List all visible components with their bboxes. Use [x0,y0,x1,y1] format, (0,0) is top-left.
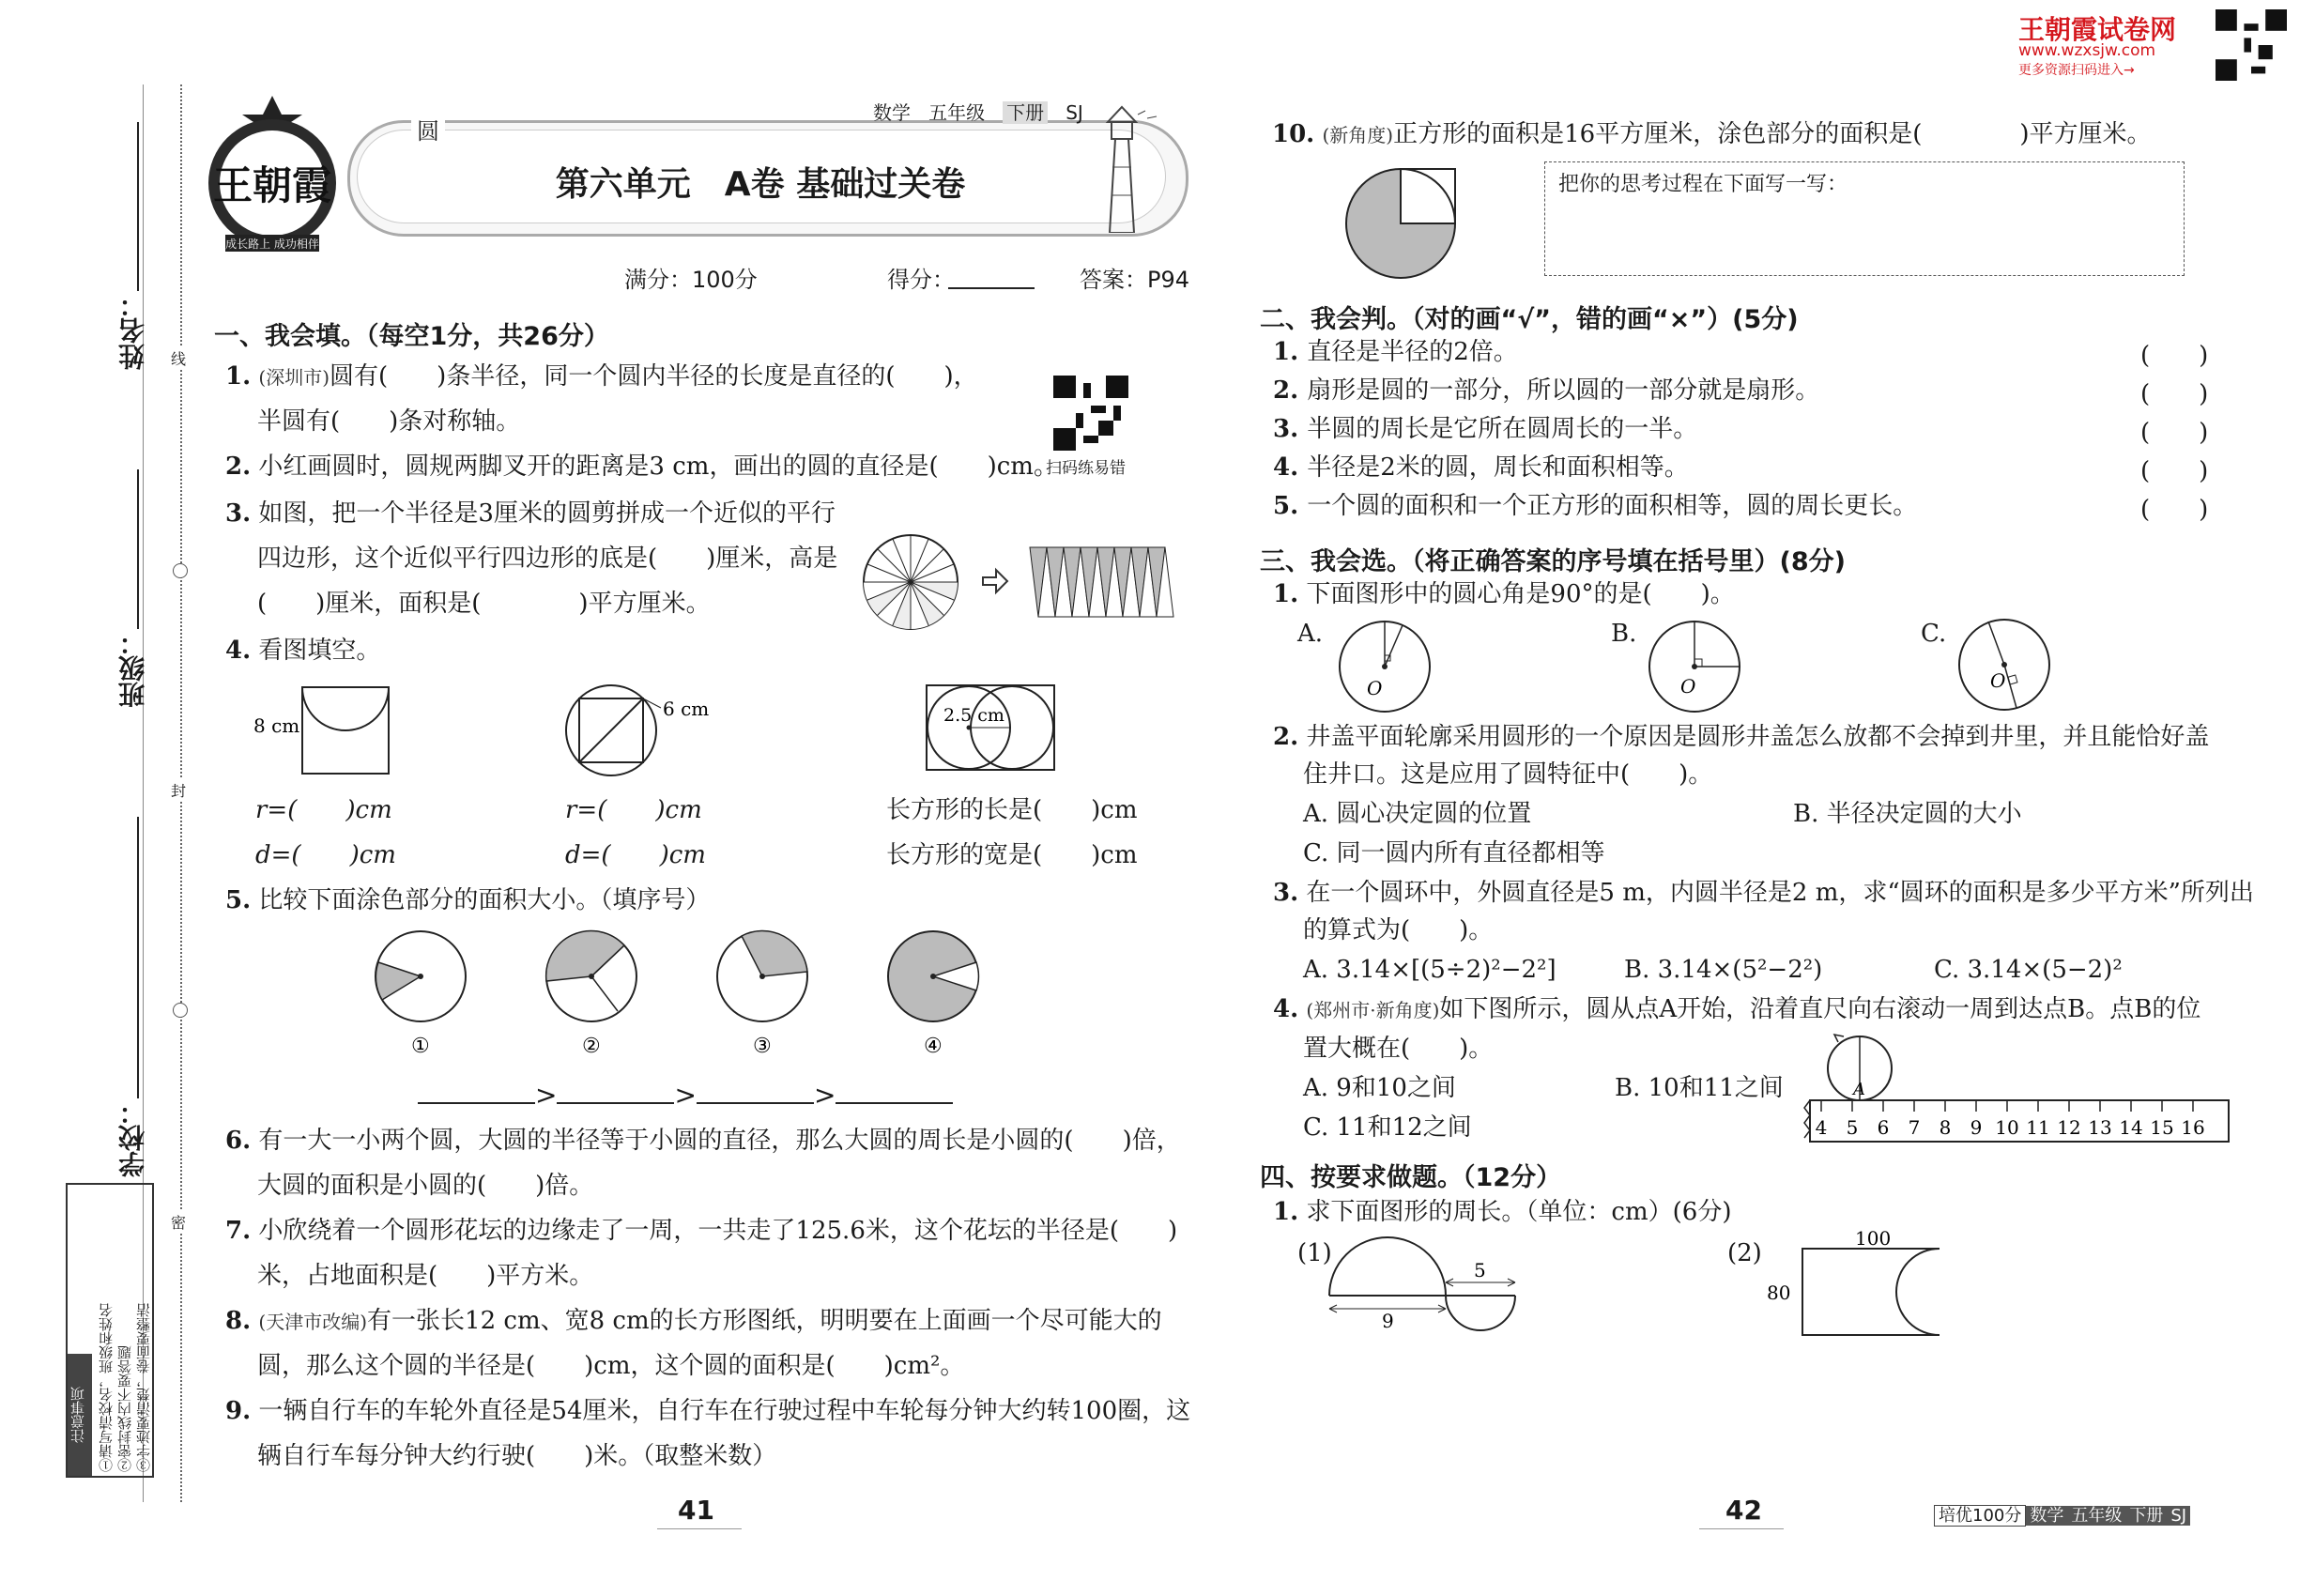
c1-line: 1. 下面图形中的圆心角是90°的是( )。 [1273,580,1735,608]
binding-strip [56,84,188,1512]
ruler-tick-label: 8 [1939,1116,1952,1139]
brand-logo [197,94,347,253]
q7-text-a: 小欣绕着一个圆形花坛的边缘走了一周，一共走了125.6米，这个花坛的半径是( ) [258,1217,1178,1245]
q4-r1: r=( )cm [255,796,392,824]
q4-figure-3 [915,676,1066,779]
q4-figure-2 [560,676,738,779]
notice-item-1: ①请写清校名，班级和姓名 [98,1303,115,1472]
judge-answer-2[interactable]: ( ) [2140,380,2209,408]
footer-edition: SJ [2167,1506,2190,1526]
q7-line-2: 米，占地面积是( )平方米。 [257,1262,594,1290]
q8-text-a: 有一张长12 cm、宽8 cm的长方形图纸，明明要在上面画一个尽可能大的 [367,1307,1162,1335]
svg-text:O: O [1680,675,1696,698]
q3-line-1: 3. 如图，把一个半径是3厘米的圆剪拼成一个近似的平行 [225,499,836,528]
q10-text: 正方形的面积是16平方厘米，涂色部分的面积是( )平方厘米。 [1393,120,2152,148]
section-1-heading: 一、我会填。（每空1分，共26分） [214,322,609,351]
c3-line-1: 3. 在一个圆环中，外圆直径是5 m，内圆半径是2 m，求“圆环的面积是多少平方米”所列出 [1273,879,2254,907]
c4-option-a[interactable]: A. 9和10之间 [1303,1074,1456,1102]
fig2-label-80: 80 [1767,1281,1791,1304]
school-field[interactable] [137,817,139,1098]
judge-number: 3. [1273,415,1308,443]
section-char: 圆 [411,113,445,146]
ruler-tick-label: 14 [2119,1116,2143,1139]
tag-subject: 数学 [873,101,911,124]
judge-text: 半圆的周长是它所在圆周长的一半。 [1307,415,1698,443]
c1-option-a-figure[interactable] [1333,610,1436,714]
site-tip: 更多资源扫码进入→ [2018,63,2135,78]
q4-r2: r=( )cm [565,796,702,824]
q3-figure [859,530,1178,634]
logo-motto: 成长路上 成功相伴 [225,238,319,251]
c3-option-a[interactable]: A. 3.14×[(5÷2)²−2²] [1303,956,1556,984]
tag-grade: 五年级 [928,101,986,124]
q3-line-2: 四边形，这个近似平行四边形的底是( )厘米，高是 [257,545,838,573]
site-url: www.wzxsjw.com [2018,41,2156,60]
q5-answer-row: > > > [418,1080,953,1111]
judge-text: 扇形是圆的一部分，所以圆的一部分就是扇形。 [1307,376,1820,405]
q3-text-a: 如图，把一个半径是3厘米的圆剪拼成一个近似的平行 [258,499,836,528]
c4-option-c[interactable]: C. 11和12之间 [1303,1113,1472,1142]
judge-item-5 [1273,490,1917,522]
q1-source: (深圳市) [258,366,330,389]
q5-figures [357,925,1061,1066]
tag-term: 下册 [1003,101,1048,124]
ruler-tick-label: 6 [1877,1116,1890,1139]
c1-option-c-label: C. [1921,620,1947,648]
q5-blank-4[interactable] [836,1102,953,1104]
c1-option-c-figure[interactable] [1953,610,2056,714]
q10-source: (新角度) [1322,124,1394,146]
judge-item-1 [1273,336,1518,368]
q4-d2: d=( )cm [565,841,706,869]
c2-line-2: 住井口。这是应用了圆特征中( )。 [1303,760,1713,789]
footer-grade: 五年级 [2067,1506,2125,1526]
judge-number: 4. [1273,453,1308,482]
d1-part-1-label: (1) [1297,1239,1332,1267]
q2-line: 2. 小红画圆时，圆规两脚叉开的距离是3 cm，画出的圆的直径是( )cm。 [225,453,1058,481]
c4-text-a: 如下图所示，圆从点A开始，沿着直尺向右滚动一周到达点B。点B的位 [1439,995,2201,1023]
ruler-tick-label: 16 [2181,1116,2205,1139]
notice-item-2: ②密封线内不要答题 [116,1345,133,1472]
fig1-label-9: 9 [1382,1310,1394,1332]
judge-answer-4[interactable]: ( ) [2140,457,2209,485]
c4-line-1: 4. (郑州市·新角度)如下图所示，圆从点A开始，沿着直尺向右滚动一周到达点B。点B的位 [1273,995,2201,1023]
judge-number: 5. [1273,492,1308,520]
full-score: 满分：100分 [624,267,758,293]
section-2-heading: 二、我会判。（对的画“√”，错的画“×”）(5分) [1260,305,1799,334]
q7-line-1: 7. 小欣绕着一个圆形花坛的边缘走了一周，一共走了125.6米，这个花坛的半径是( ) [225,1217,1178,1245]
score-label: 得分： [887,267,955,293]
footer-subject: 数学 [2026,1506,2067,1526]
c3-option-c[interactable]: C. 3.14×(5−2)² [1934,956,2123,984]
judge-number: 2. [1273,376,1308,405]
judge-item-3 [1273,413,1697,445]
q1-text-a: 圆有( )条半径，同一个圆内半径的长度是直径的( )， [330,362,978,391]
notice-item-3: ③字迹要清楚，卷面要整洁 [135,1303,152,1472]
c3-option-b[interactable]: B. 3.14×(5²−2²) [1624,956,1823,984]
q8-line-2: 圆，那么这个圆的半径是( )cm，这个圆的面积是( )cm²。 [257,1352,965,1380]
lighthouse-icon [1080,101,1164,233]
ruler-tick-label: 12 [2057,1116,2081,1139]
site-name: 王朝霞试卷网 [2018,14,2177,45]
svg-text:A: A [1853,1080,1865,1099]
c2-option-b[interactable]: B. 半径决定圆的大小 [1793,800,2022,828]
judge-item-2 [1273,375,1819,407]
q6-text-a: 有一大一小两个圆，大圆的半径等于小圆的直径，那么大圆的周长是小圆的( )倍， [258,1127,1181,1155]
name-label: 姓名： [117,291,148,370]
q5-circle-3 [717,931,807,1021]
judge-text: 一个圆的面积和一个正方形的面积相等，圆的周长更长。 [1307,492,1918,520]
judge-answer-3[interactable]: ( ) [2140,419,2209,447]
q3-line-3: ( )厘米，面积是( )平方厘米。 [257,590,711,618]
judge-text: 半径是2米的圆，周长和面积相等。 [1307,453,1689,482]
q4-width: 长方形的宽是( )cm [886,841,1138,869]
q4-fig1-label: 8 cm [253,714,300,737]
ruler-tick-label: 4 [1815,1116,1828,1139]
fig2-label-100: 100 [1855,1227,1892,1250]
right-page-number: 42 [1725,1495,1762,1526]
footer-term: 下册 [2125,1506,2167,1526]
q1-line-1: 1. (深圳市)圆有( )条半径，同一个圆内半径的长度是直径的( )， [225,362,978,391]
q5-label-4: ④ [924,1035,943,1058]
d1-part-2-label: (2) [1727,1239,1762,1267]
c2-text-a: 井盖平面轮廓采用圆形的一个原因是圆形井盖怎么放都不会掉到井里，并且能恰好盖 [1306,723,2210,751]
q5-circle-1 [376,931,466,1021]
q10-line: 10. (新角度)正方形的面积是16平方厘米，涂色部分的面积是( )平方厘米。 [1272,120,2152,148]
q10-work-box[interactable] [1544,161,2185,276]
cut-mark-2: 封 [171,779,186,801]
footer-badge [1934,1502,2190,1527]
answer-ref: 答案：P94 [1080,267,1190,293]
score-field[interactable] [948,287,1035,289]
class-label: 班级： [117,629,148,708]
q9-text-a: 一辆自行车的车轮外直径是54厘米，自行车在行驶过程中车轮每分钟大约转100圈，这 [258,1397,1191,1425]
notice-title: 注意事项 [68,1354,92,1476]
judge-number: 1. [1273,338,1308,366]
section-4-heading: 四、按要求做题。（12分） [1260,1163,1562,1192]
q5-circle-4 [888,931,978,1021]
q10-figure [1342,160,1464,282]
c4-ruler-figure [1801,1033,2234,1145]
c4-line-2: 置大概在( )。 [1303,1035,1494,1063]
notice-box [66,1183,154,1478]
q3-parallelogram [1030,547,1173,617]
svg-text:O: O [1990,669,2006,692]
page-title: 第六单元 A卷 基础过关卷 [555,165,966,204]
binding-hole-1 [173,563,188,578]
tag-edition: SJ [1066,101,1083,124]
binding-hole-2 [173,1003,188,1018]
q5-blank-3[interactable] [697,1102,814,1104]
ruler-tick-label: 10 [1995,1116,2019,1139]
q9-line-2: 辆自行车每分钟大约行驶( )米。（取整米数） [257,1442,777,1470]
cut-mark-3: 密 [171,1211,186,1233]
judge-item-4 [1273,452,1689,483]
q2-text: 小红画圆时，圆规两脚叉开的距离是3 cm，画出的圆的直径是( )cm。 [258,453,1058,481]
right-page-deco [1699,1528,1784,1529]
school-label: 学校： [117,1098,148,1177]
qr-caption: 扫码练易错 [1046,459,1126,478]
site-qr-code[interactable] [2216,9,2287,81]
q6-line-2: 大圆的面积是小圆的( )倍。 [257,1172,594,1200]
section-3-heading: 三、我会选。（将正确答案的序号填在括号里）(8分) [1260,547,1846,576]
judge-answer-1[interactable]: ( ) [2140,342,2209,370]
left-page-deco [657,1528,742,1529]
judge-answer-5[interactable]: ( ) [2140,496,2209,524]
q4-line: 4. 看图填空。 [225,637,381,665]
q4-figure-1 [244,676,394,779]
q10-work-prompt: 把你的思考过程在下面写一写： [1558,173,1848,196]
qr-code[interactable] [1053,376,1128,451]
q4-fig2-label: 6 cm [663,698,710,720]
judge-text: 直径是半径的2倍。 [1307,338,1518,366]
q5-line: 5. 比较下面涂色部分的面积大小。（填序号） [225,886,711,914]
q8-source: (天津市改编) [258,1311,368,1333]
c4-source: (郑州市·新角度) [1306,999,1440,1021]
ruler-tick-label: 13 [2088,1116,2112,1139]
q3-sectored-circle [864,535,958,629]
q4-fig3-label: 2.5 cm [943,705,1004,726]
grade-tags [873,98,1083,125]
q5-blank-1[interactable] [418,1102,535,1104]
fig1-label-5: 5 [1474,1259,1486,1281]
c3-text-a: 在一个圆环中，外圆直径是5 m，内圆半径是2 m，求“圆环的面积是多少平方米”所列出 [1306,879,2254,907]
q5-circle-2 [546,931,636,1021]
ruler-tick-label: 15 [2150,1116,2174,1139]
c1-text: 下面图形中的圆心角是90°的是( )。 [1306,580,1735,608]
ruler-tick-label: 5 [1846,1116,1859,1139]
name-field[interactable] [137,122,139,291]
d1-text: 求下面图形的周长。（单位：cm）(6分) [1306,1198,1732,1226]
c2-line-1: 2. 井盖平面轮廓采用圆形的一个原因是圆形井盖怎么放都不会掉到井里，并且能恰好盖 [1273,723,2210,751]
q5-label-1: ① [411,1035,430,1058]
footer-series: 培优100分 [1934,1505,2026,1527]
c1-option-b-label: B. [1611,620,1637,648]
arrow-right-icon [983,570,1007,592]
q4-text: 看图填空。 [258,637,381,665]
q5-text: 比较下面涂色部分的面积大小。（填序号） [258,886,711,914]
d1-figure-2 [1765,1226,1953,1348]
q4-length: 长方形的长是( )cm [886,796,1138,824]
q9-line-1: 9. 一辆自行车的车轮外直径是54厘米，自行车在行驶过程中车轮每分钟大约转100圈，这 [225,1397,1191,1425]
ruler-tick-label: 9 [1970,1116,1983,1139]
c3-line-2: 的算式为( )。 [1303,916,1494,944]
class-field[interactable] [137,469,139,629]
logo-text: 王朝霞 [212,162,332,208]
q5-blank-2[interactable] [557,1102,674,1104]
cut-mark-1: 线 [171,347,186,369]
c1-option-b-figure[interactable] [1643,610,1746,714]
d1-figure-1 [1324,1230,1549,1333]
q6-line-1: 6. 有一大一小两个圆，大圆的半径等于小圆的直径，那么大圆的周长是小圆的( )倍， [225,1127,1181,1155]
q8-line-1: 8. (天津市改编)有一张长12 cm、宽8 cm的长方形图纸，明明要在上面画一个尽可能大的 [225,1307,1162,1335]
q5-label-2: ② [582,1035,601,1058]
left-page-number: 41 [678,1495,714,1526]
c2-option-a[interactable]: A. 圆心决定圆的位置 [1303,800,1532,828]
ruler-tick-label: 11 [2026,1116,2050,1139]
c1-option-a-label: A. [1297,620,1324,648]
q4-d1: d=( )cm [255,841,396,869]
svg-text:O: O [1367,677,1383,699]
q5-label-3: ③ [753,1035,772,1058]
q1-line-2: 半圆有( )条对称轴。 [257,407,521,436]
d1-line: 1. 求下面图形的周长。（单位：cm）(6分) [1273,1198,1732,1226]
c4-option-b[interactable]: B. 10和11之间 [1615,1074,1784,1102]
c2-option-c[interactable]: C. 同一圆内所有直径都相等 [1303,839,1605,867]
ruler-tick-label: 7 [1908,1116,1921,1139]
